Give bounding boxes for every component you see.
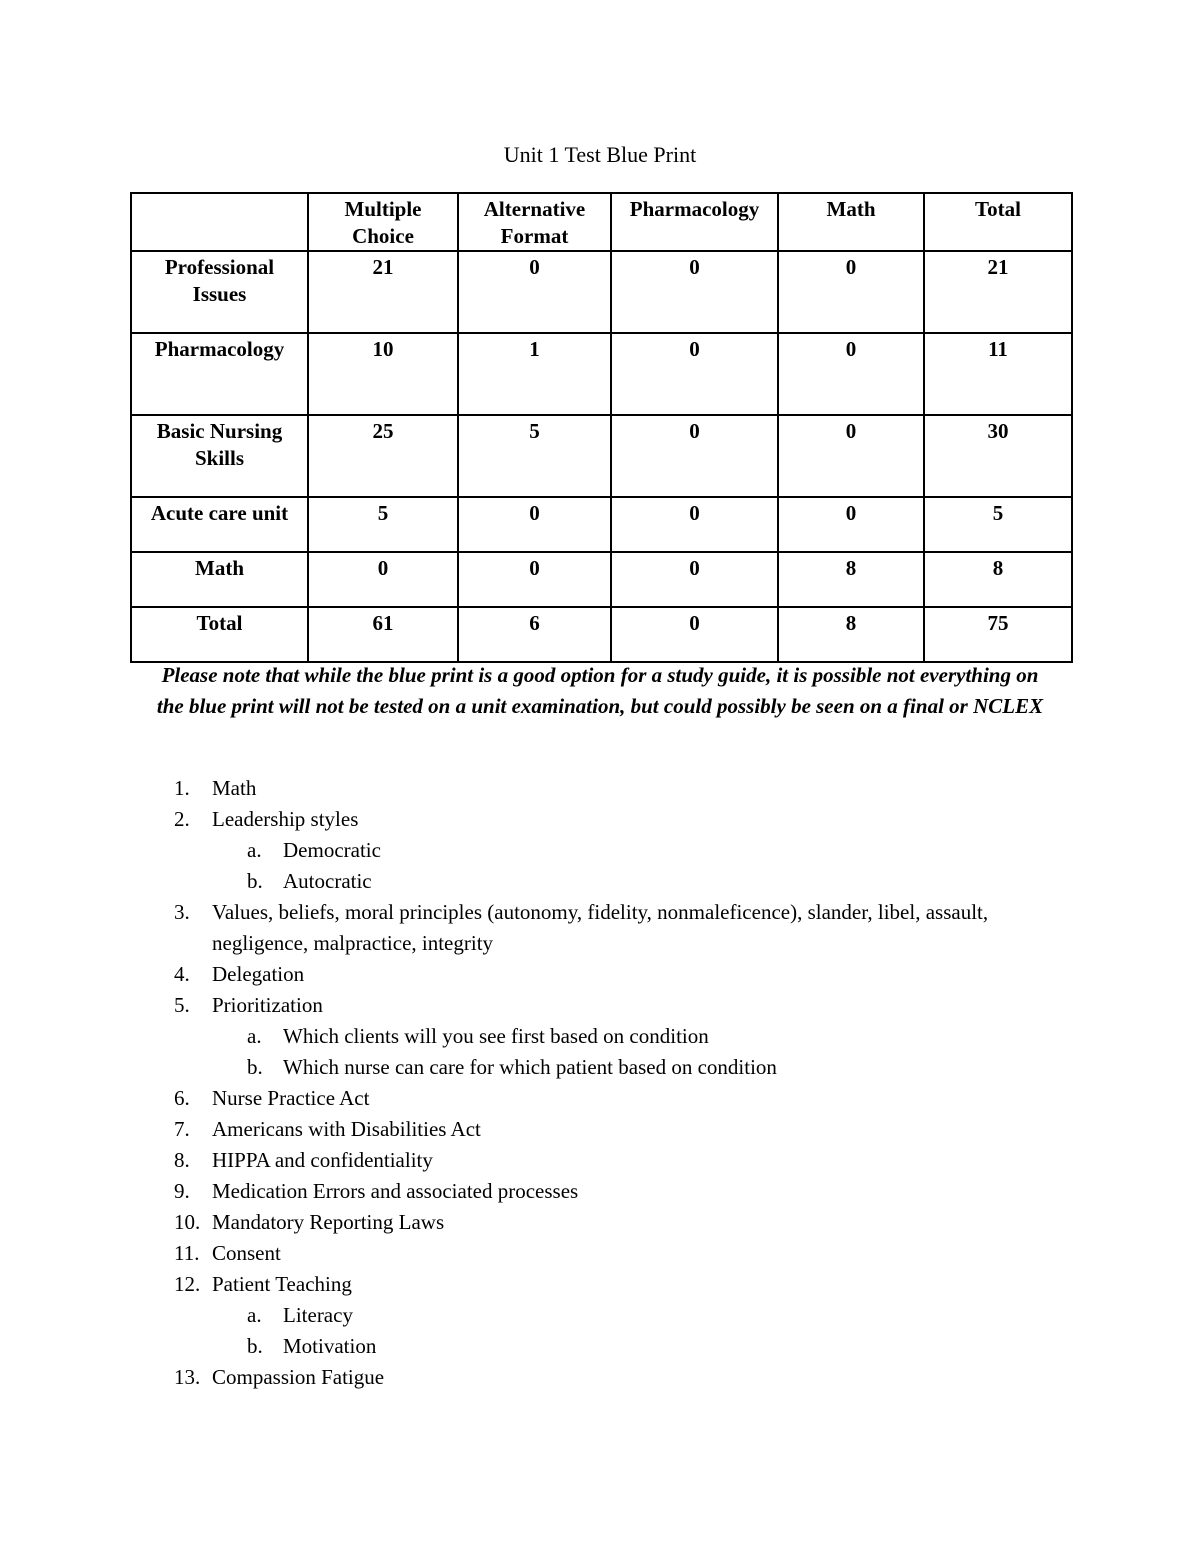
row-label: Basic Nursing Skills (131, 415, 308, 497)
header-cell-blank (131, 193, 308, 251)
list-number: 6. (174, 1086, 190, 1110)
sub-list-item-text: Which nurse can care for which patient based on condition (283, 1055, 777, 1079)
sub-list-item (0, 1052, 1200, 1083)
list-item (0, 1362, 1042, 1393)
table-cell: 8 (778, 552, 924, 607)
list-number: 3. (174, 900, 190, 924)
table-cell: 21 (308, 251, 458, 333)
table-cell: 0 (778, 415, 924, 497)
table-cell: 0 (611, 251, 778, 333)
table-row (131, 552, 1072, 607)
list-item (0, 1207, 1042, 1238)
header-cell-pharmacology: Pharmacology (611, 193, 778, 251)
list-item-text: Math (212, 776, 257, 800)
list-item-text: Prioritization (212, 993, 323, 1017)
table-cell: 0 (611, 333, 778, 415)
sub-list-item (0, 1331, 1200, 1362)
list-number: 2. (174, 807, 190, 831)
table-cell: 8 (778, 607, 924, 662)
list-item (0, 1176, 1042, 1207)
table-total-row (131, 607, 1072, 662)
table-cell: 0 (611, 607, 778, 662)
table-row (131, 333, 1072, 415)
list-item (0, 1238, 1042, 1269)
list-number: 11. (174, 1241, 200, 1265)
table-cell: 0 (458, 251, 611, 333)
table-cell: 0 (778, 333, 924, 415)
table-header-row (131, 193, 1072, 251)
list-item (0, 1083, 1042, 1114)
sub-list-letter: b. (247, 1055, 263, 1079)
table-row (131, 251, 1072, 333)
list-number: 7. (174, 1117, 190, 1141)
list-item-text: Americans with Disabilities Act (212, 1117, 481, 1141)
sub-list-item (0, 1300, 1200, 1331)
topic-list (0, 773, 1200, 1393)
list-number: 13. (174, 1365, 201, 1389)
sub-list-letter: b. (247, 869, 263, 893)
list-item (0, 1145, 1042, 1176)
row-label: Total (131, 607, 308, 662)
table-cell: 0 (458, 497, 611, 552)
table-cell: 1 (458, 333, 611, 415)
list-item-text: Patient Teaching (212, 1272, 352, 1296)
list-number: 4. (174, 962, 190, 986)
table-cell: 21 (924, 251, 1072, 333)
list-item-text: Consent (212, 1241, 281, 1265)
row-label: Pharmacology (131, 333, 308, 415)
list-item-text: Medication Errors and associated processes (212, 1179, 579, 1203)
header-cell-alternative-format: Alternative Format (458, 193, 611, 251)
sub-list-item-text: Autocratic (283, 869, 372, 893)
list-number: 5. (174, 993, 190, 1017)
list-number: 9. (174, 1179, 190, 1203)
header-cell-total: Total (924, 193, 1072, 251)
list-number: 1. (174, 776, 190, 800)
list-item-text: Nurse Practice Act (212, 1086, 370, 1110)
table-cell: 75 (924, 607, 1072, 662)
row-label: Math (131, 552, 308, 607)
sub-list-item (0, 1021, 1200, 1052)
sub-list-letter: b. (247, 1334, 263, 1358)
sub-list-item-text: Motivation (283, 1334, 377, 1358)
table-cell: 0 (778, 497, 924, 552)
table-cell: 0 (611, 497, 778, 552)
table-cell: 0 (611, 552, 778, 607)
study-guide-note: Please note that while the blue print is a good option for a study guide, it is possible not everything on the blue print will not be tested on a unit examination, but could possibly be seen on a final or NCLEX (156, 663, 1044, 718)
list-item (0, 990, 1042, 1021)
list-item (0, 959, 1042, 990)
list-item-text: Compassion Fatigue (212, 1365, 385, 1389)
table-cell: 0 (778, 251, 924, 333)
list-item-text: HIPPA and confidentiality (212, 1148, 433, 1172)
row-label: Professional Issues (131, 251, 308, 333)
row-label: Acute care unit (131, 497, 308, 552)
list-item-text: Leadership styles (212, 807, 359, 831)
table-cell: 61 (308, 607, 458, 662)
sub-list-item (0, 866, 1200, 897)
sub-list-letter: a. (247, 1303, 262, 1327)
sub-list-item-text: Which clients will you see first based on condition (283, 1024, 709, 1048)
list-item-text: Mandatory Reporting Laws (212, 1210, 445, 1234)
table-row (131, 497, 1072, 552)
table-cell: 30 (924, 415, 1072, 497)
list-item (0, 897, 1042, 959)
table-cell: 11 (924, 333, 1072, 415)
table-cell: 10 (308, 333, 458, 415)
table-cell: 0 (308, 552, 458, 607)
list-item-text: Delegation (212, 962, 305, 986)
blueprint-table (130, 192, 1073, 663)
table-cell: 5 (924, 497, 1072, 552)
sub-list-letter: a. (247, 838, 262, 862)
table-cell: 25 (308, 415, 458, 497)
page-title: Unit 1 Test Blue Print (503, 142, 697, 167)
sub-list-letter: a. (247, 1024, 262, 1048)
table-cell: 5 (308, 497, 458, 552)
sub-list-item-text: Democratic (283, 838, 381, 862)
header-cell-math: Math (778, 193, 924, 251)
table-cell: 0 (458, 552, 611, 607)
list-number: 8. (174, 1148, 190, 1172)
sub-list-item-text: Literacy (283, 1303, 353, 1327)
table-row (131, 415, 1072, 497)
table-cell: 8 (924, 552, 1072, 607)
sub-list-item (0, 835, 1200, 866)
header-cell-multiple-choice: Multiple Choice (308, 193, 458, 251)
list-number: 10. (174, 1210, 201, 1234)
list-item (0, 804, 1042, 835)
table-cell: 6 (458, 607, 611, 662)
list-item (0, 1269, 1042, 1300)
table-cell: 0 (611, 415, 778, 497)
list-number: 12. (174, 1272, 201, 1296)
table-cell: 5 (458, 415, 611, 497)
list-item-text: Values, beliefs, moral principles (autonomy, fidelity, nonmaleficence), slander, libel, assault, negligence, malpractice, integrity (212, 900, 989, 955)
list-item (0, 1114, 1042, 1145)
list-item (0, 773, 1042, 804)
